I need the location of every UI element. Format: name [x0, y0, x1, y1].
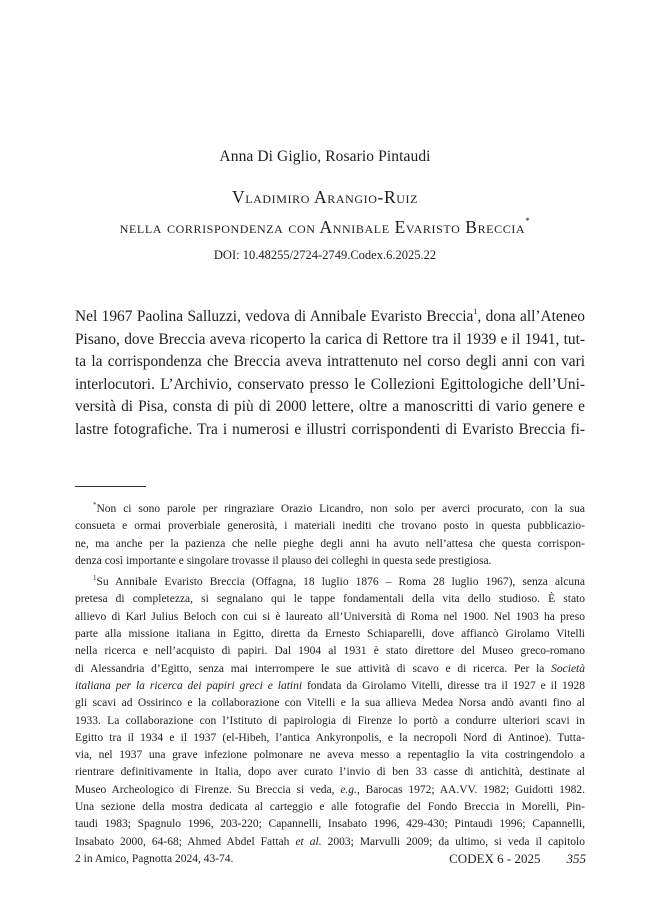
page-footer — [0, 851, 586, 867]
footnote-line: Egitto tra il 1934 e il 1937 (el-Hibeh, l’antica Ankyronpolis, e la necropoli Nord di Antinoe). Tutta- — [75, 731, 585, 744]
footnote-italic: e.g. — [340, 783, 357, 796]
footnote-line: parte alla missione italiana in Egitto, diretta da Ernesto Schiaparelli, dove affiancò Girolamo Vitelli — [75, 628, 585, 641]
footnote-line: denza così importante e singolare trovasse il plauso dei colleghi in questa sede prestigiosa. — [75, 554, 492, 567]
footnote-line — [75, 661, 585, 678]
footnote-line: 1933. La collaborazione con l’Istituto di papirologia di Firenze lo portò a condurre ulteriori scavi in — [75, 714, 585, 727]
footnotes — [75, 497, 585, 868]
body-text-segment: Nel 1967 Paolina Salluzzi, vedova di Annibale Evaristo Breccia — [75, 308, 474, 325]
footnote-line — [75, 570, 585, 591]
footnote-italic: Società — [551, 662, 585, 675]
footnote-line — [75, 834, 585, 851]
article-title — [0, 185, 650, 239]
footnote-star — [75, 497, 585, 570]
body-paragraph — [75, 301, 585, 442]
footnote-text: , Barocas 1972; AA.VV. 1982; Guidotti 1982. — [356, 783, 585, 796]
footnote-line: 2 in Amico, Pagnotta 2024, 43-74. — [75, 852, 234, 865]
title-line-1: Vladimiro Arangio-Ruiz — [231, 187, 419, 207]
footnote-text: Insabato 2000, 64-68; Ahmed Abdel Fattah — [75, 835, 296, 848]
journal-issue: CODEX 6 - 2025 — [449, 851, 541, 866]
footnote-italic: italiana per la ricerca dei papiri greci e latini — [75, 679, 303, 692]
doi: DOI: 10.48255/2724-2749.Codex.6.2025.22 — [213, 248, 437, 262]
footnote-line: rientrare definitivamente in Italia, dopo aver curato l’invio di ben 33 casse di antichità, destinate al — [75, 766, 585, 779]
footnote-line: ne, ma anche per la pazienza che nelle pieghe degli anni ha avuto nell’attesa che questa corrispon- — [75, 537, 585, 550]
body-text-segment: , dona all’Ateneo — [477, 308, 585, 325]
footnote-1 — [75, 570, 585, 868]
footnote-line: taudi 1983; Spagnulo 1996, 203-220; Capannelli, Insabato 1996, 429-430; Pintaudi 1996; Capannelli, — [75, 818, 585, 831]
title-line-2 — [0, 209, 650, 239]
footnote-line: allievo di Karl Julius Beloch con cui si è laureato all’Università di Roma nel 1900. Nel 1903 ha preso — [75, 610, 585, 623]
footnote-text: Su Annibale Evaristo Breccia (Offagna, 18 luglio 1876 – Roma 28 luglio 1967), senza alcuna — [96, 576, 585, 589]
footnote-italic: et al. — [295, 835, 322, 848]
title-footnote-mark: * — [525, 216, 531, 226]
footnote-line: Una sezione della mostra dedicata al carteggio e alle fotografie del Fondo Breccia in Morelli, Pin- — [75, 801, 585, 814]
footnote-line — [75, 678, 585, 695]
footnote-separator — [75, 486, 146, 487]
footnote-line: gli scavi ad Ossirinco e la collaborazione con Vitelli e la sua allieva Medea Norsa andò avanti fino al — [75, 697, 585, 710]
footnote-text: Museo Archeologico di Firenze. Su Breccia si veda, — [75, 783, 341, 796]
footnote-line: via, nel 1937 una grave infezione polmonare ne aveva messo a repentaglio la vita costringendolo a — [75, 749, 585, 762]
footnote-1-mark: 1 — [93, 574, 97, 583]
footnote-line: pretesa di completezza, si segnalano qui le tappe fondamentali della vita dello studioso. È stato — [75, 593, 585, 606]
footnote-text: Non ci sono parole per ringraziare Orazio Licandro, non solo per averci procurato, con la sua — [96, 503, 585, 515]
authors: Anna Di Giglio, Rosario Pintaudi — [219, 148, 431, 165]
footnote-text: fondata da Girolamo Vitelli, diresse tra il 1927 e il 1928 — [302, 679, 585, 692]
body-line: ta la corrispondenza che Breccia aveva intrattenuto nel corso degli anni con vari — [75, 353, 585, 371]
footnote-text: di Alessandria d’Egitto, senza mai interrompere le sue attività di scavo e di ricerca. Per la — [75, 662, 552, 675]
title-line-2-text: nella corrispondenza con Annibale Evaristo Breccia — [119, 217, 526, 237]
footnote-star-mark: * — [93, 501, 97, 509]
footnote-ref-1: 1 — [473, 307, 478, 316]
footnote-text: 2003; Marvulli 2009; da ultimo, si veda il capitolo — [321, 835, 586, 848]
body-line: lastre fotografiche. Tra i numerosi e illustri corrispondenti di Evaristo Breccia fi- — [75, 420, 585, 438]
body-line: versità di Pisa, consta di più di 2000 lettere, oltre a manoscritti di vario genere e — [75, 398, 585, 416]
page-number: 355 — [566, 851, 586, 866]
footnote-line — [75, 782, 585, 799]
body-line: interlocutori. L’Archivio, conservato presso le Collezioni Egittologiche dell’Uni- — [75, 375, 585, 393]
body-line: Pisano, dove Breccia aveva ricoperto la carica di Rettore tra il 1939 e il 1941, tut- — [75, 330, 585, 348]
footnote-line: consueta e ormai proverbiale generosità, i materiali inediti che trovano posto in questa pubblicazio- — [75, 520, 585, 533]
footnote-line: nella ricerca e nell’acquisto di papiri. Dal 1904 al 1931 è stato direttore del Museo greco-romano — [75, 645, 585, 658]
body-line — [75, 301, 585, 329]
footnote-line — [75, 497, 585, 518]
